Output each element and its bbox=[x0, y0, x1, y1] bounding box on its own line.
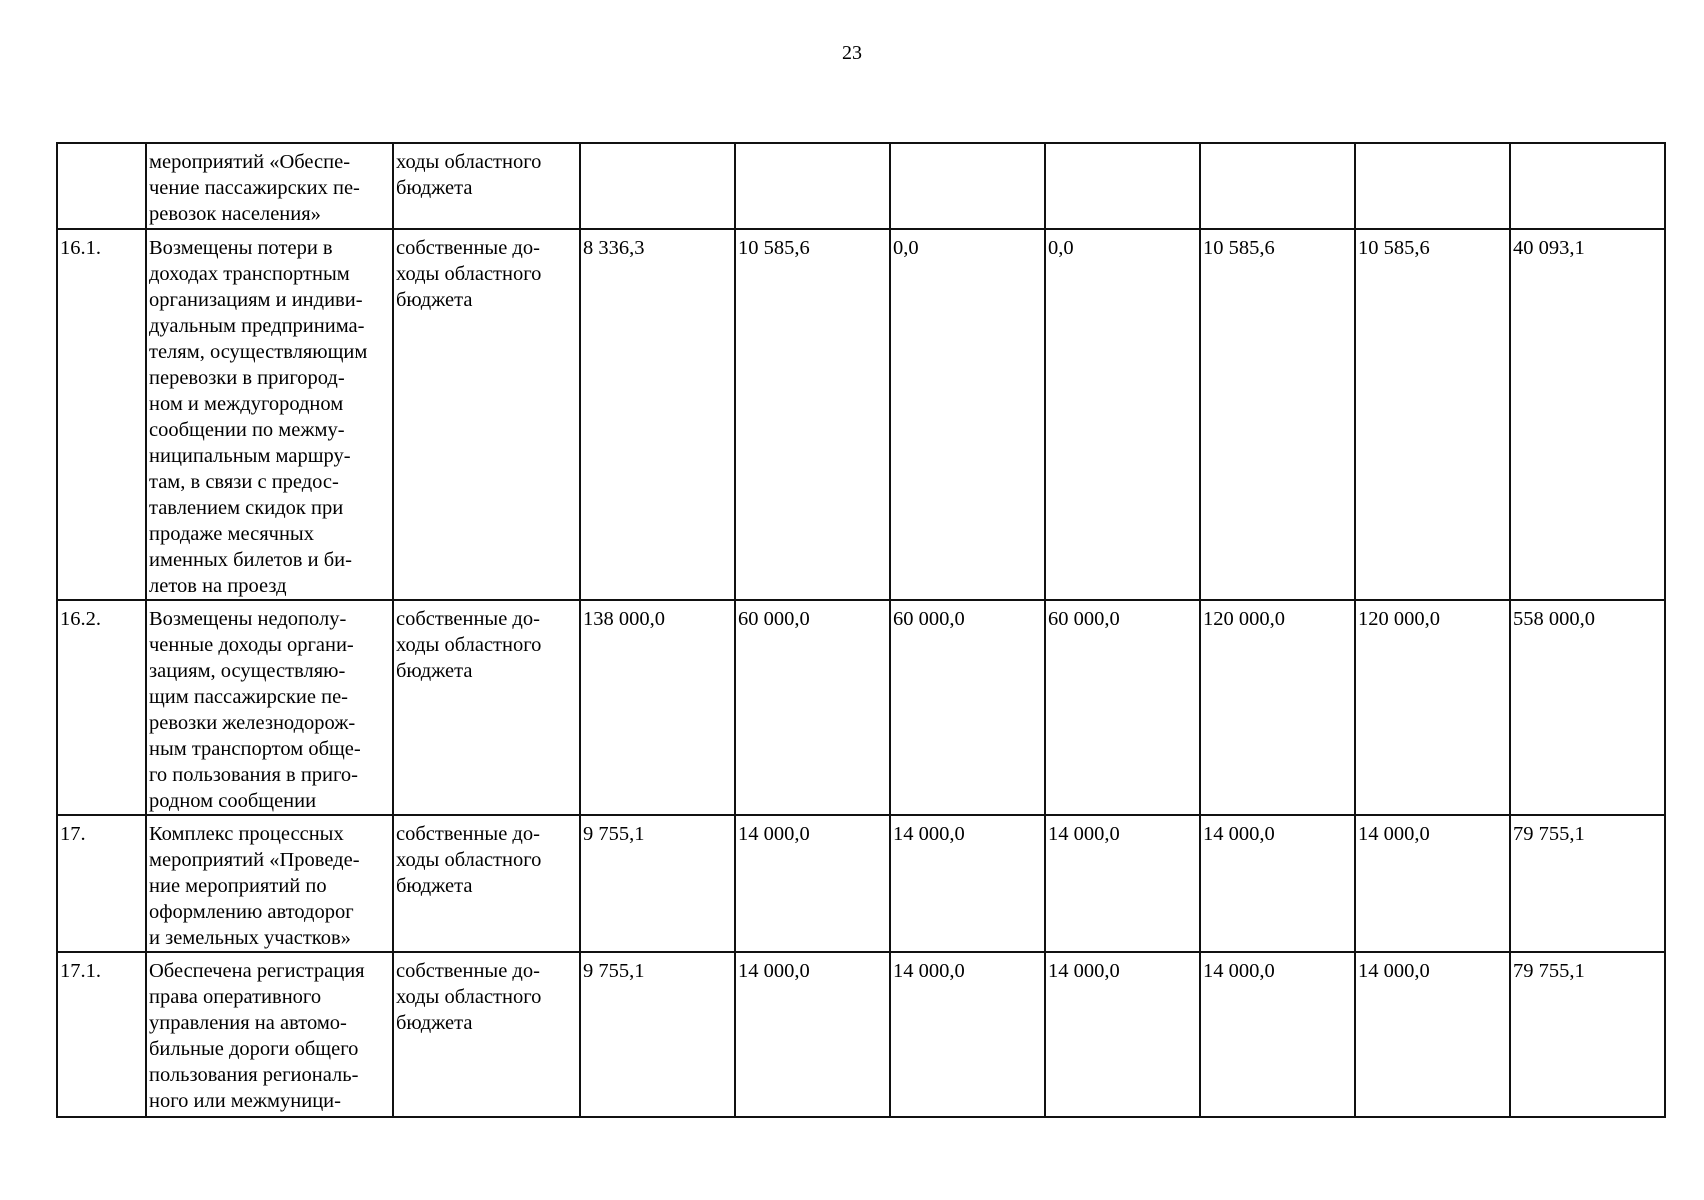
value-cell: 14 000,0 bbox=[1200, 815, 1355, 952]
page-number: 23 bbox=[842, 42, 862, 64]
value-cell bbox=[580, 143, 735, 229]
budget-table bbox=[56, 142, 1666, 1118]
total-cell: 79 755,1 bbox=[1510, 815, 1665, 952]
total-cell: 79 755,1 bbox=[1510, 952, 1665, 1117]
row-name-cell: Обеспечена регистрация права оперативного управления на автомо- бильные дороги общего пользования региональ- ного или межмуници- bbox=[146, 952, 393, 1117]
value-cell: 14 000,0 bbox=[1355, 815, 1510, 952]
total-cell: 40 093,1 bbox=[1510, 229, 1665, 600]
row-number-cell: 17. bbox=[57, 815, 146, 952]
row-source-cell: собственные до- ходы областного бюджета bbox=[393, 229, 580, 600]
value-cell: 60 000,0 bbox=[1045, 600, 1200, 815]
value-cell: 120 000,0 bbox=[1355, 600, 1510, 815]
value-cell: 10 585,6 bbox=[1200, 229, 1355, 600]
row-source-cell: собственные до- ходы областного бюджета bbox=[393, 815, 580, 952]
row-name-cell: Комплекс процессных мероприятий «Проведе- ние мероприятий по оформлению автодорог и земельных участков» bbox=[146, 815, 393, 952]
table-body bbox=[57, 143, 1665, 1117]
row-number-cell: 16.2. bbox=[57, 600, 146, 815]
value-cell: 14 000,0 bbox=[1200, 952, 1355, 1117]
value-cell: 14 000,0 bbox=[1045, 815, 1200, 952]
row-source-cell: ходы областного бюджета bbox=[393, 143, 580, 229]
table-row bbox=[57, 815, 1665, 952]
row-source-cell: собственные до- ходы областного бюджета bbox=[393, 952, 580, 1117]
value-cell: 14 000,0 bbox=[890, 952, 1045, 1117]
value-cell: 8 336,3 bbox=[580, 229, 735, 600]
value-cell: 14 000,0 bbox=[735, 952, 890, 1117]
value-cell: 60 000,0 bbox=[735, 600, 890, 815]
value-cell bbox=[1045, 143, 1200, 229]
value-cell: 9 755,1 bbox=[580, 952, 735, 1117]
value-cell: 10 585,6 bbox=[735, 229, 890, 600]
total-cell bbox=[1510, 143, 1665, 229]
value-cell bbox=[735, 143, 890, 229]
table-row bbox=[57, 600, 1665, 815]
value-cell: 9 755,1 bbox=[580, 815, 735, 952]
row-name-cell: мероприятий «Обеспе- чение пассажирских пе- ревозок населения» bbox=[146, 143, 393, 229]
value-cell: 60 000,0 bbox=[890, 600, 1045, 815]
total-cell: 558 000,0 bbox=[1510, 600, 1665, 815]
value-cell: 10 585,6 bbox=[1355, 229, 1510, 600]
row-number-cell: 17.1. bbox=[57, 952, 146, 1117]
row-name-cell: Возмещены недополу- ченные доходы органи- зациям, осуществляю- щим пассажирские пе- ревозки железнодорож- ным транспортом обще- го пользования в приго- родном сообщении bbox=[146, 600, 393, 815]
value-cell: 0,0 bbox=[890, 229, 1045, 600]
value-cell: 14 000,0 bbox=[1045, 952, 1200, 1117]
table-row bbox=[57, 229, 1665, 600]
row-number-cell: 16.1. bbox=[57, 229, 146, 600]
value-cell: 0,0 bbox=[1045, 229, 1200, 600]
row-source-cell: собственные до- ходы областного бюджета bbox=[393, 600, 580, 815]
row-number-cell bbox=[57, 143, 146, 229]
value-cell: 14 000,0 bbox=[890, 815, 1045, 952]
table-row bbox=[57, 952, 1665, 1117]
row-name-cell: Возмещены потери в доходах транспортным организациям и индиви- дуальным предпринима- телям, осуществляющим перевозки в пригород- ном и междугородном сообщении по межму- ниципальным маршру- там, в связи с предос- тавлением скидок при продаже месячных именных билетов и би- летов на проезд bbox=[146, 229, 393, 600]
value-cell: 138 000,0 bbox=[580, 600, 735, 815]
value-cell bbox=[1200, 143, 1355, 229]
value-cell bbox=[1355, 143, 1510, 229]
value-cell bbox=[890, 143, 1045, 229]
value-cell: 14 000,0 bbox=[735, 815, 890, 952]
table-row bbox=[57, 143, 1665, 229]
value-cell: 14 000,0 bbox=[1355, 952, 1510, 1117]
value-cell: 120 000,0 bbox=[1200, 600, 1355, 815]
